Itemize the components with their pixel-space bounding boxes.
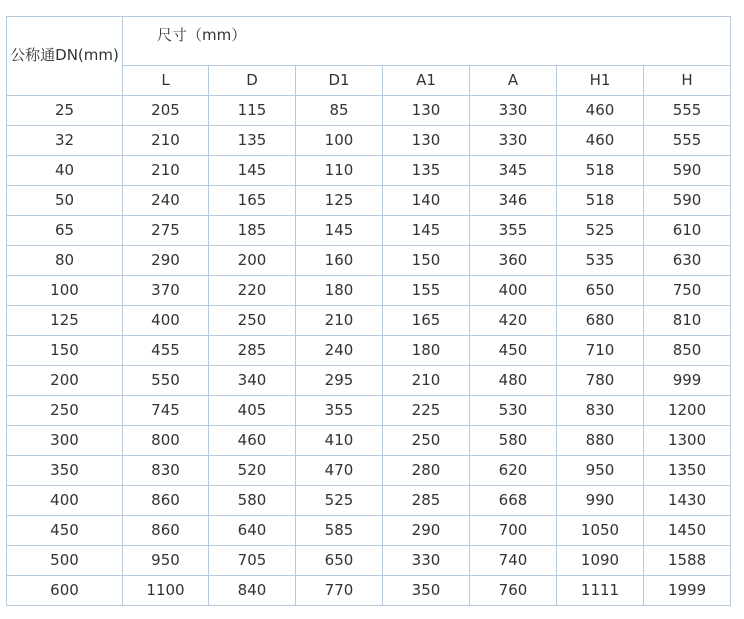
dimension-cell: 770 [296, 576, 383, 606]
dimension-cell: 140 [383, 186, 470, 216]
dimension-cell: 520 [209, 456, 296, 486]
dimension-cell: 780 [557, 366, 644, 396]
dimension-cell: 115 [209, 96, 296, 126]
dn-cell: 32 [7, 126, 123, 156]
dimension-cell: 360 [470, 246, 557, 276]
dimension-cell: 150 [383, 246, 470, 276]
dimension-cell: 180 [383, 336, 470, 366]
table-row [7, 306, 731, 336]
dimension-cell: 455 [123, 336, 209, 366]
dimension-cell: 640 [209, 516, 296, 546]
dimension-cell: 460 [209, 426, 296, 456]
dimension-cell: 110 [296, 156, 383, 186]
dn-cell: 300 [7, 426, 123, 456]
dimension-cell: 668 [470, 486, 557, 516]
dimension-cell: 1100 [123, 576, 209, 606]
column-header: D1 [296, 66, 383, 96]
dimension-cell: 330 [383, 546, 470, 576]
dimension-cell: 650 [296, 546, 383, 576]
dimension-cell: 285 [209, 336, 296, 366]
dn-cell: 200 [7, 366, 123, 396]
dimension-cell: 285 [383, 486, 470, 516]
dimension-cell: 999 [644, 366, 731, 396]
dimension-cell: 745 [123, 396, 209, 426]
dimension-cell: 240 [123, 186, 209, 216]
dimension-cell: 880 [557, 426, 644, 456]
dn-cell: 100 [7, 276, 123, 306]
dn-cell: 450 [7, 516, 123, 546]
dimension-cell: 200 [209, 246, 296, 276]
column-header: H1 [557, 66, 644, 96]
dimension-cell: 1090 [557, 546, 644, 576]
dimension-cell: 100 [296, 126, 383, 156]
column-header: A1 [383, 66, 470, 96]
dimension-cell: 125 [296, 186, 383, 216]
dimension-cell: 135 [383, 156, 470, 186]
dimension-cell: 840 [209, 576, 296, 606]
dimensions-table [6, 16, 731, 606]
dimension-cell: 530 [470, 396, 557, 426]
dimension-cell: 710 [557, 336, 644, 366]
dimension-cell: 550 [123, 366, 209, 396]
dimension-cell: 370 [123, 276, 209, 306]
dimension-cell: 800 [123, 426, 209, 456]
dimension-cell: 580 [470, 426, 557, 456]
dimension-cell: 518 [557, 186, 644, 216]
dimension-cell: 580 [209, 486, 296, 516]
dn-cell: 25 [7, 96, 123, 126]
dimension-cell: 345 [470, 156, 557, 186]
dimension-cell: 950 [123, 546, 209, 576]
dn-cell: 500 [7, 546, 123, 576]
dimension-cell: 240 [296, 336, 383, 366]
dimension-cell: 405 [209, 396, 296, 426]
dimension-cell: 860 [123, 516, 209, 546]
dimension-cell: 250 [383, 426, 470, 456]
dimension-cell: 290 [123, 246, 209, 276]
dimension-cell: 950 [557, 456, 644, 486]
dimension-cell: 210 [123, 126, 209, 156]
dimension-cell: 700 [470, 516, 557, 546]
dimension-cell: 275 [123, 216, 209, 246]
dimension-cell: 135 [209, 126, 296, 156]
table-row [7, 366, 731, 396]
dimension-cell: 355 [470, 216, 557, 246]
table-row [7, 396, 731, 426]
dimension-cell: 760 [470, 576, 557, 606]
dimension-cell: 410 [296, 426, 383, 456]
dimension-cell: 850 [644, 336, 731, 366]
dn-cell: 125 [7, 306, 123, 336]
dimension-cell: 355 [296, 396, 383, 426]
dimension-cell: 555 [644, 126, 731, 156]
dn-cell: 600 [7, 576, 123, 606]
dn-header: 公称通DN(mm) [7, 17, 123, 96]
table-body [7, 96, 731, 606]
table-row [7, 276, 731, 306]
dimension-cell: 990 [557, 486, 644, 516]
dimension-cell: 1050 [557, 516, 644, 546]
dimension-cell: 330 [470, 126, 557, 156]
dimension-cell: 460 [557, 96, 644, 126]
column-header: A [470, 66, 557, 96]
dimension-cell: 1111 [557, 576, 644, 606]
table-row [7, 486, 731, 516]
column-header: D [209, 66, 296, 96]
dimension-cell: 210 [383, 366, 470, 396]
table-row [7, 126, 731, 156]
dn-cell: 350 [7, 456, 123, 486]
header-row [7, 17, 731, 66]
dimension-cell: 330 [470, 96, 557, 126]
dimension-cell: 585 [296, 516, 383, 546]
dimension-cell: 810 [644, 306, 731, 336]
dimension-cell: 460 [557, 126, 644, 156]
table-row [7, 426, 731, 456]
dimension-cell: 518 [557, 156, 644, 186]
dimension-cell: 740 [470, 546, 557, 576]
column-header: L [123, 66, 209, 96]
dimension-cell: 705 [209, 546, 296, 576]
dimension-cell: 220 [209, 276, 296, 306]
dimension-cell: 470 [296, 456, 383, 486]
dimension-cell: 85 [296, 96, 383, 126]
column-header: H [644, 66, 731, 96]
dimension-cell: 130 [383, 96, 470, 126]
dimension-cell: 160 [296, 246, 383, 276]
dimension-cell: 750 [644, 276, 731, 306]
dimension-cell: 205 [123, 96, 209, 126]
dimension-cell: 525 [296, 486, 383, 516]
dimension-cell: 1350 [644, 456, 731, 486]
table-row [7, 576, 731, 606]
dn-cell: 40 [7, 156, 123, 186]
dimension-cell: 145 [296, 216, 383, 246]
dimension-cell: 590 [644, 186, 731, 216]
dimension-cell: 340 [209, 366, 296, 396]
table-row [7, 516, 731, 546]
dimension-cell: 860 [123, 486, 209, 516]
dimension-cell: 590 [644, 156, 731, 186]
dimension-cell: 1200 [644, 396, 731, 426]
table-row [7, 156, 731, 186]
dimension-cell: 535 [557, 246, 644, 276]
dimensions-header: 尺寸（mm） [123, 17, 731, 66]
dimension-cell: 420 [470, 306, 557, 336]
dimension-cell: 210 [123, 156, 209, 186]
dn-cell: 65 [7, 216, 123, 246]
dn-cell: 50 [7, 186, 123, 216]
dimension-cell: 610 [644, 216, 731, 246]
dimension-cell: 145 [209, 156, 296, 186]
dimension-cell: 480 [470, 366, 557, 396]
dimension-cell: 1430 [644, 486, 731, 516]
dimension-cell: 620 [470, 456, 557, 486]
dimension-cell: 680 [557, 306, 644, 336]
dimension-cell: 145 [383, 216, 470, 246]
dimension-cell: 210 [296, 306, 383, 336]
dimension-cell: 346 [470, 186, 557, 216]
dn-cell: 400 [7, 486, 123, 516]
dimension-cell: 450 [470, 336, 557, 366]
dimension-cell: 1450 [644, 516, 731, 546]
dimension-cell: 290 [383, 516, 470, 546]
dimension-cell: 1999 [644, 576, 731, 606]
dimension-cell: 830 [123, 456, 209, 486]
dimension-cell: 525 [557, 216, 644, 246]
dimension-cell: 650 [557, 276, 644, 306]
dn-cell: 150 [7, 336, 123, 366]
dimension-cell: 165 [209, 186, 296, 216]
dimension-cell: 1588 [644, 546, 731, 576]
table-row [7, 96, 731, 126]
dn-cell: 250 [7, 396, 123, 426]
dimension-cell: 350 [383, 576, 470, 606]
dimension-cell: 830 [557, 396, 644, 426]
table-row [7, 336, 731, 366]
table-row [7, 186, 731, 216]
table-row [7, 216, 731, 246]
dimension-cell: 400 [123, 306, 209, 336]
dimension-cell: 280 [383, 456, 470, 486]
table-row [7, 546, 731, 576]
dimension-cell: 225 [383, 396, 470, 426]
dimension-cell: 180 [296, 276, 383, 306]
dimension-cell: 555 [644, 96, 731, 126]
dimension-cell: 130 [383, 126, 470, 156]
table-row [7, 246, 731, 276]
table-row [7, 456, 731, 486]
dn-cell: 80 [7, 246, 123, 276]
dimension-cell: 295 [296, 366, 383, 396]
dimension-cell: 1300 [644, 426, 731, 456]
dimension-cell: 400 [470, 276, 557, 306]
dimension-cell: 250 [209, 306, 296, 336]
dimension-cell: 165 [383, 306, 470, 336]
dimension-cell: 185 [209, 216, 296, 246]
dimension-cell: 630 [644, 246, 731, 276]
dimension-cell: 155 [383, 276, 470, 306]
